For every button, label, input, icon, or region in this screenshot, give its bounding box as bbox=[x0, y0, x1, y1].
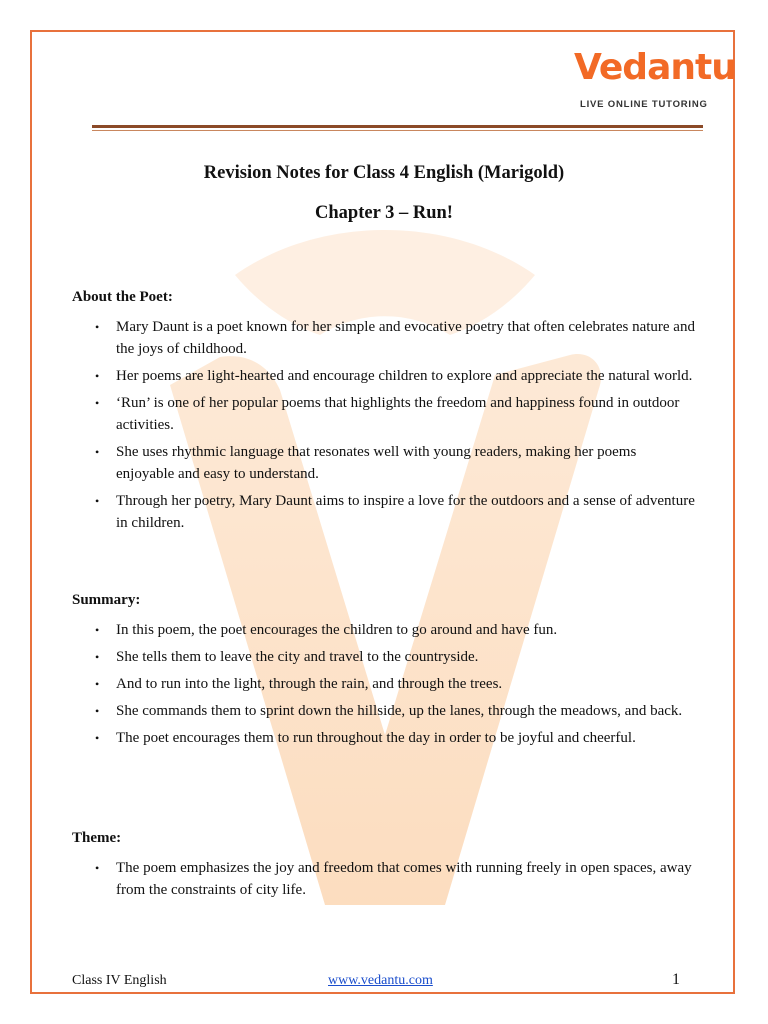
list-item-text: The poem emphasizes the joy and freedom that comes with running freely in open spaces, away from the constraints of city life. bbox=[116, 860, 692, 898]
list-item-text: ‘Run’ is one of her popular poems that highlights the freedom and happiness found in outdoor activities. bbox=[116, 395, 680, 433]
bullet-icon: • bbox=[95, 445, 100, 459]
summary-bullet-list bbox=[95, 619, 695, 754]
list-item-text: She uses rhythmic language that resonates well with young readers, making her poems enjoyable and easy to understand. bbox=[116, 444, 637, 482]
bullet-icon: • bbox=[95, 494, 100, 508]
footer-website-link[interactable]: www.vedantu.com bbox=[328, 973, 433, 988]
list-item bbox=[95, 857, 695, 901]
chapter-title: Chapter 3 – Run! bbox=[315, 203, 453, 223]
list-item bbox=[95, 365, 695, 387]
logo-wordmark: Vedantu bbox=[574, 47, 736, 88]
list-item bbox=[95, 673, 695, 695]
list-item bbox=[95, 316, 695, 360]
header-rule-thin bbox=[92, 130, 703, 131]
bullet-icon: • bbox=[95, 623, 100, 637]
footer-class-label: Class IV English bbox=[72, 973, 167, 988]
list-item bbox=[95, 700, 695, 722]
list-item-text: In this poem, the poet encourages the children to go around and have fun. bbox=[116, 622, 558, 638]
bullet-icon: • bbox=[95, 677, 100, 691]
list-item-text: Her poems are light-hearted and encourage children to explore and appreciate the natural world. bbox=[116, 368, 693, 384]
vedantu-logo[interactable] bbox=[574, 46, 736, 116]
section-heading-theme: Theme: bbox=[72, 830, 122, 846]
list-item bbox=[95, 619, 695, 641]
bullet-icon: • bbox=[95, 369, 100, 383]
bullet-icon: • bbox=[95, 861, 100, 875]
list-item bbox=[95, 727, 695, 749]
page-number: 1 bbox=[672, 971, 680, 988]
list-item bbox=[95, 392, 695, 436]
bullet-icon: • bbox=[95, 650, 100, 664]
header-rule bbox=[92, 125, 703, 128]
bullet-icon: • bbox=[95, 396, 100, 410]
logo-tagline: LIVE ONLINE TUTORING bbox=[580, 99, 708, 110]
list-item-text: She commands them to sprint down the hillside, up the lanes, through the meadows, and back. bbox=[116, 703, 683, 719]
list-item bbox=[95, 490, 695, 534]
bullet-icon: • bbox=[95, 704, 100, 718]
section-heading-poet: About the Poet: bbox=[72, 289, 173, 305]
section-heading-summary: Summary: bbox=[72, 592, 141, 608]
document-title: Revision Notes for Class 4 English (Marigold) bbox=[203, 163, 565, 183]
theme-bullet-list bbox=[95, 857, 695, 906]
bullet-icon: • bbox=[95, 731, 100, 745]
list-item bbox=[95, 646, 695, 668]
bullet-icon: • bbox=[95, 320, 100, 334]
list-item-text: And to run into the light, through the rain, and through the trees. bbox=[116, 676, 503, 692]
poet-bullet-list bbox=[95, 316, 695, 539]
list-item-text: She tells them to leave the city and travel to the countryside. bbox=[116, 649, 479, 665]
list-item-text: Mary Daunt is a poet known for her simple and evocative poetry that often celebrates nature and the joys of childhood. bbox=[116, 319, 695, 357]
list-item-text: Through her poetry, Mary Daunt aims to inspire a love for the outdoors and a sense of adventure in children. bbox=[116, 493, 695, 531]
list-item bbox=[95, 441, 695, 485]
list-item-text: The poet encourages them to run throughout the day in order to be joyful and cheerful. bbox=[116, 730, 636, 746]
